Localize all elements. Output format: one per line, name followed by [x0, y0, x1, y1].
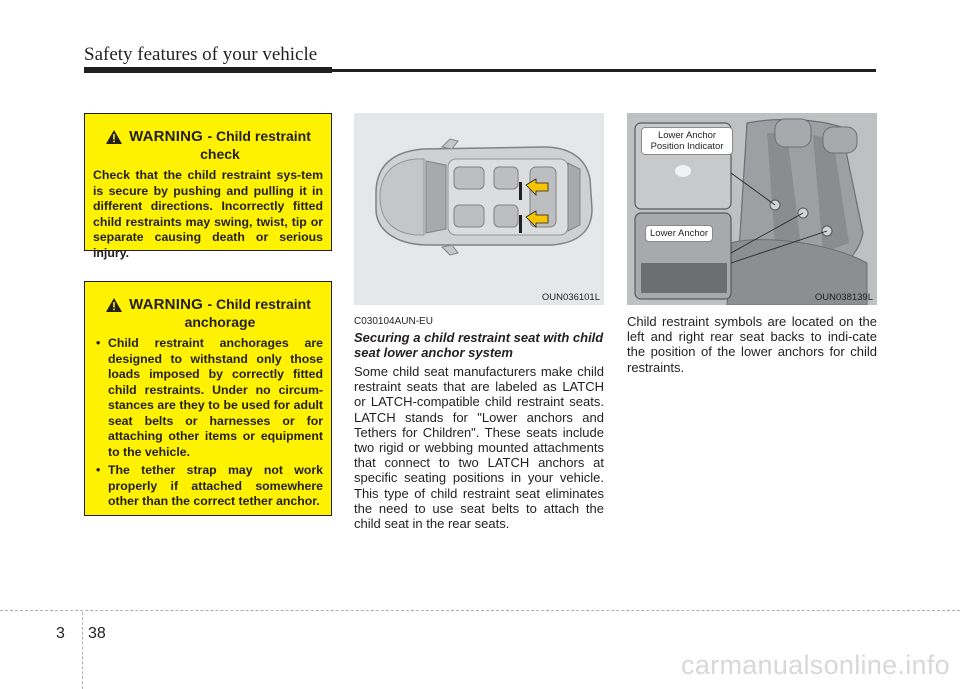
lower-anchor-indicator-label: Lower Anchor Position Indicator — [641, 127, 733, 155]
warning-triangle-icon — [105, 129, 123, 145]
section-body: Some child seat manufacturers make child restraint seats that are labeled as LATCH or LATCH-compatible child restraint seats. LATCH stands for "Lower anchors and Tethers for Children". These seats include two rigid or webbing mounted attachments that connect to two LATCH anchors at specific seating positions in your vehicle. This type of child restraint seat eliminates the need to use seat belts to attach the child seat in the rear seats. — [354, 364, 604, 532]
warning-list-item: • Child restraint anchorages are designed to withstand only those loads imposed by correctly fitted child restraints. Under no circum-stances are they to be used for adult seat belts or harnesses or for attaching other items or equipment to the vehicle. — [96, 336, 323, 459]
footer-divider — [82, 612, 84, 689]
section-code: C030104AUN-EU — [354, 316, 433, 327]
lower-anchor-label: Lower Anchor — [645, 225, 713, 242]
page-number: 38 — [88, 625, 106, 642]
vehicle-top-view-illustration — [354, 113, 604, 305]
warning-triangle-icon — [105, 297, 123, 313]
chapter-number: 3 — [56, 625, 65, 642]
warning-title-line2: anchorage — [184, 314, 256, 330]
rear-seat-anchor-figure — [627, 113, 877, 305]
warning-box-check — [84, 113, 332, 260]
warning-word: WARNING — [129, 128, 203, 145]
header-rule-accent — [84, 67, 332, 73]
watermark: carmanualsonline.info — [681, 650, 950, 680]
warning-heading — [93, 128, 323, 162]
warning-list — [93, 336, 323, 510]
page-header-title: Safety features of your vehicle — [84, 44, 318, 65]
warning-title-line1: - Child restraint — [207, 296, 311, 312]
warning-box-anchorage — [84, 281, 332, 516]
warning-title-line1: - Child restraint — [207, 128, 311, 144]
warning-title-line2: check — [200, 146, 240, 162]
warning-heading — [93, 296, 323, 330]
figure-code: OUN036101L — [541, 292, 600, 303]
warning-list-item: • The tether strap may not work properly if attached somewhere other than the correct tether anchor. — [96, 463, 323, 508]
warning-word: WARNING — [129, 296, 203, 313]
vehicle-top-view-figure — [354, 113, 604, 305]
section-subheading: Securing a child restraint seat with child seat lower anchor system — [354, 330, 604, 360]
figure-code: OUN038139L — [814, 292, 873, 303]
footer-rule — [0, 610, 960, 612]
warning-body: Check that the child restraint sys-tem is secure by pushing and pulling it in different directions. Incorrectly fitted child restraints may swing, twist, tip or separate causing death or serious injury. — [93, 168, 323, 260]
section-body-right: Child restraint symbols are located on the left and right rear seat backs to indi-cate the position of the lower anchors for child restraints. — [627, 314, 877, 375]
